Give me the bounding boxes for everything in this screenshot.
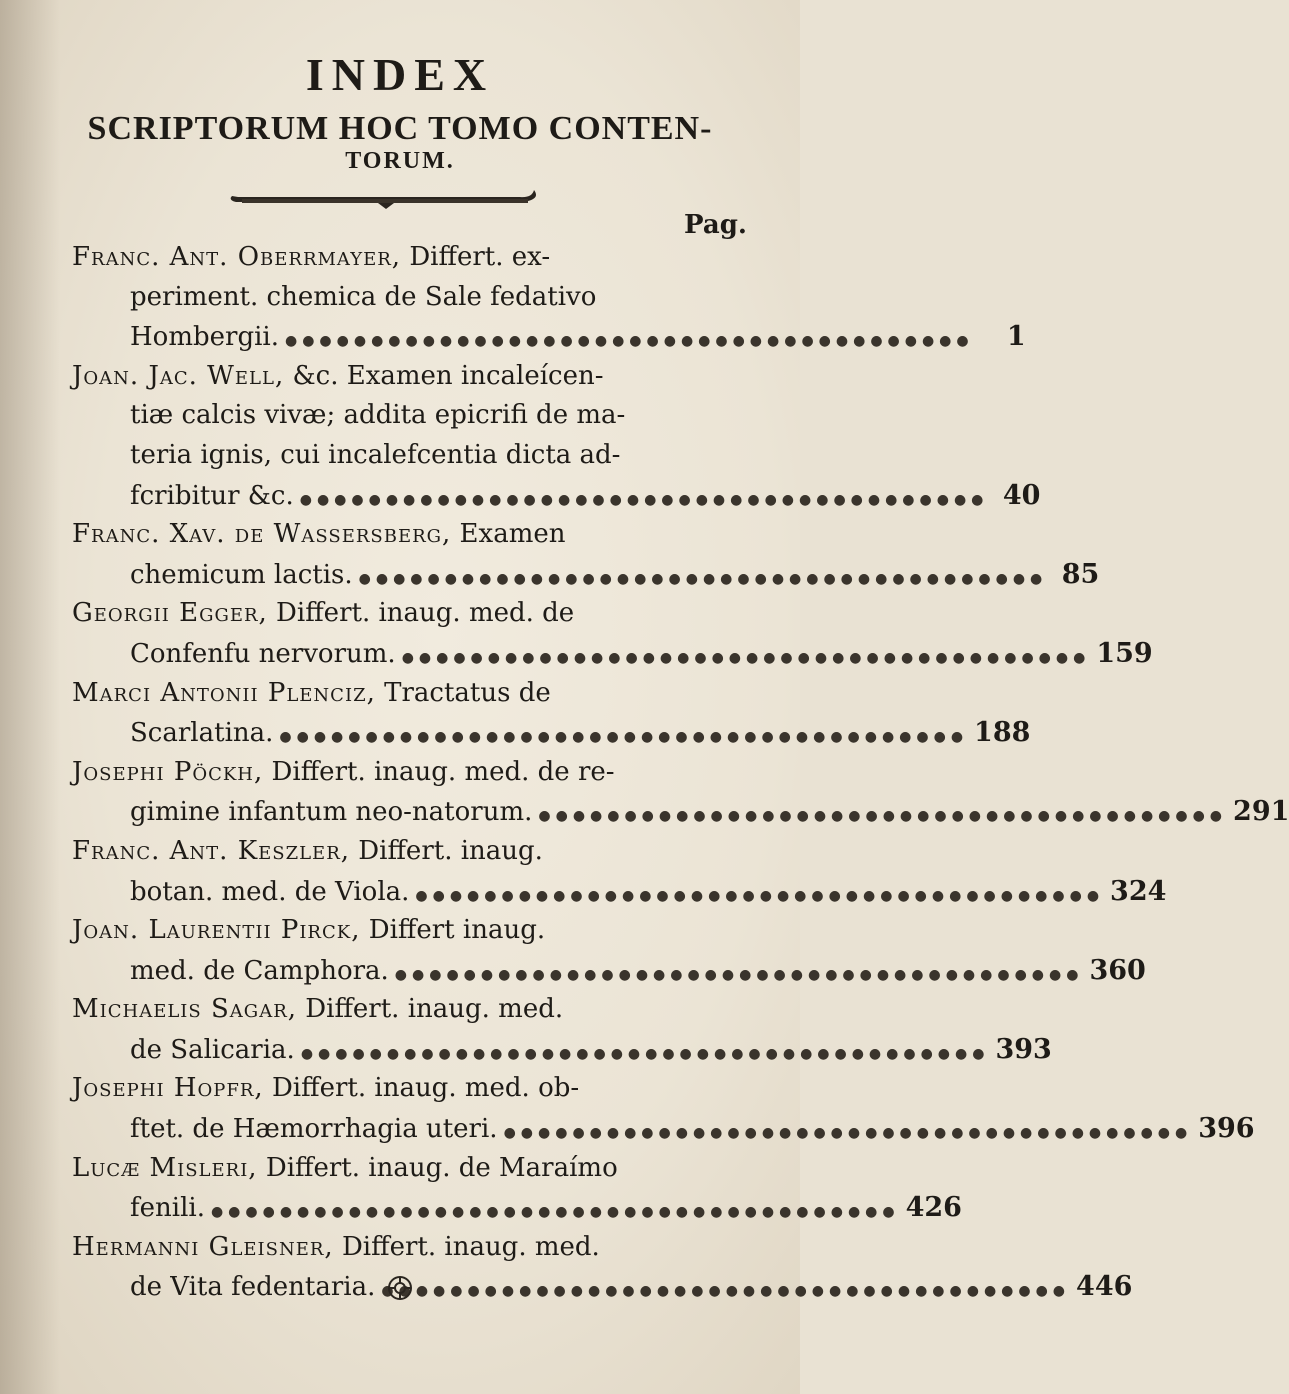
- entry-first-line: [72, 1228, 742, 1268]
- entry-title-end: chemicum lactis.: [130, 559, 353, 590]
- entry-page-number: 396: [1198, 1113, 1255, 1145]
- entry-author: Josephi Pöckh,: [72, 756, 264, 787]
- entry-page-number: 1: [1006, 321, 1026, 353]
- entry-title-end: gimine infantum neo-natorum.: [130, 797, 533, 828]
- entry-first-line: [72, 1149, 742, 1189]
- entry-author: Georgii Egger,: [72, 598, 268, 629]
- leader-dots: ●●●●●●●●●●●●●●●●●●●●●●●●●●●●●●●●●●●●●●●●: [394, 966, 1084, 983]
- entry-title-start: Tractatus de: [384, 677, 551, 708]
- entry-page-number: 188: [974, 717, 1031, 749]
- entry-author: Joan. Laurentii Pirck,: [72, 915, 361, 946]
- index-subtitle-continued: TORUM.: [345, 148, 455, 174]
- entry-author: Marci Antonii Plenciz,: [72, 677, 376, 708]
- entry-author: Hermanni Gleisner,: [72, 1231, 334, 1262]
- entry-first-line: [72, 515, 742, 555]
- entry-author: Michaelis Sagar,: [72, 994, 298, 1025]
- entry-title-start: Differt. inaug. med. de re-: [271, 756, 615, 787]
- leader-dots: ●●●●●●●●●●●●●●●●●●●●●●●●●●●●●●●●●●●●●●●●: [358, 570, 1048, 587]
- entry-title-end: fenili.: [130, 1193, 205, 1224]
- entry-title-start: Differt. inaug. med. ob-: [271, 1073, 580, 1104]
- entry-title-start: Differt inaug.: [368, 915, 546, 946]
- entry-last-line: [72, 951, 1146, 991]
- entry-title-start: Differt. inaug.: [358, 835, 543, 866]
- entry-first-line: [72, 911, 742, 951]
- index-entry: [72, 594, 1153, 673]
- page-column-label: Pag.: [684, 210, 747, 240]
- entry-page-number: 159: [1096, 637, 1153, 669]
- index-entry: [72, 357, 1041, 515]
- entry-title-start: Differt. ex-: [409, 242, 551, 272]
- entry-title-end: Confenfu nervorum.: [130, 638, 396, 669]
- leader-dots: ●●●●●●●●●●●●●●●●●●●●●●●●●●●●●●●●●●●●●●●●: [284, 333, 974, 350]
- leader-dots: ●●●●●●●●●●●●●●●●●●●●●●●●●●●●●●●●●●●●●●●●: [299, 491, 989, 508]
- index-entry: [72, 832, 1167, 911]
- entry-page-number: 360: [1089, 954, 1146, 986]
- entry-page-number: 393: [995, 1033, 1052, 1065]
- index-title: INDEX: [305, 49, 495, 100]
- entry-page-number: 85: [1061, 558, 1100, 590]
- entry-title-line: tiæ calcis vivæ; addita epicrifi de ma-: [130, 400, 626, 431]
- entry-last-line: [72, 634, 1153, 674]
- entry-title-end: de Vita fedentaria.: [130, 1272, 376, 1303]
- entry-author: Josephi Hopfr,: [72, 1073, 264, 1104]
- entry-last-line: [72, 476, 1041, 516]
- ornamental-rule: [228, 184, 543, 210]
- index-entry: [72, 911, 1146, 990]
- entry-first-line: [72, 357, 742, 397]
- entry-page-number: 446: [1076, 1271, 1133, 1303]
- index-entry: [72, 990, 1052, 1069]
- page-edge-shadow: [0, 0, 60, 1394]
- entry-last-line: [72, 317, 1026, 357]
- leader-dots: ●●●●●●●●●●●●●●●●●●●●●●●●●●●●●●●●●●●●●●●●: [538, 808, 1228, 825]
- entry-title-end: botan. med. de Viola.: [130, 876, 410, 907]
- entry-last-line: [72, 872, 1167, 912]
- entry-first-line: [72, 238, 742, 278]
- entry-title-end: Hombergii.: [130, 322, 279, 353]
- entry-page-number: 426: [905, 1192, 962, 1224]
- entry-last-line: [72, 1188, 962, 1228]
- index-subtitle: SCRIPTORUM HOC TOMO CONTEN-: [87, 110, 713, 147]
- index-entry: [72, 1149, 962, 1228]
- index-entry: [72, 674, 1031, 753]
- index-entries: [72, 238, 1289, 1307]
- entry-first-line: [72, 990, 742, 1030]
- index-entry: [72, 515, 1100, 594]
- entry-last-line: [72, 1109, 1255, 1149]
- entry-title-end: ftet. de Hæmorrhagia uteri.: [130, 1114, 498, 1145]
- entry-page-number: 291: [1233, 796, 1289, 828]
- leader-dots: ●●●●●●●●●●●●●●●●●●●●●●●●●●●●●●●●●●●●●●●●: [279, 729, 969, 746]
- entry-first-line: [72, 674, 742, 714]
- entry-author: Lucæ Misleri,: [72, 1152, 258, 1183]
- entry-title-line: periment. chemica de Sale fedativo: [130, 281, 597, 312]
- entry-page-number: 40: [1002, 479, 1041, 511]
- entry-first-line: [72, 594, 742, 634]
- entry-title-end: med. de Camphora.: [130, 955, 389, 986]
- fleuron-ornament-icon: [386, 1274, 414, 1302]
- entry-author: Franc. Xav. de Wassersberg,: [72, 519, 452, 550]
- entry-first-line: [72, 1069, 742, 1109]
- entry-title-start: &c. Examen incaleícen-: [292, 360, 604, 391]
- entry-page-number: 324: [1110, 875, 1167, 907]
- entry-author: Franc. Ant. Oberrmayer,: [72, 242, 402, 272]
- leader-dots: ●●●●●●●●●●●●●●●●●●●●●●●●●●●●●●●●●●●●●●●●: [381, 1283, 1071, 1300]
- index-entry: [72, 753, 1289, 832]
- entry-title-start: Differt. inaug. med.: [341, 1231, 600, 1262]
- entry-author: Franc. Ant. Keszler,: [72, 835, 351, 866]
- entry-last-line: [72, 555, 1100, 595]
- entry-title-start: Differt. inaug. med.: [305, 994, 564, 1025]
- entry-title-start: Differt. inaug. med. de: [276, 598, 575, 629]
- leader-dots: ●●●●●●●●●●●●●●●●●●●●●●●●●●●●●●●●●●●●●●●●: [401, 649, 1091, 666]
- entry-title-end: Scarlatina.: [130, 718, 274, 749]
- entry-title-line: teria ignis, cui incalefcentia dicta ad-: [130, 439, 621, 470]
- leader-dots: ●●●●●●●●●●●●●●●●●●●●●●●●●●●●●●●●●●●●●●●●: [210, 1204, 900, 1221]
- index-entry: [72, 1069, 1255, 1148]
- leader-dots: ●●●●●●●●●●●●●●●●●●●●●●●●●●●●●●●●●●●●●●●●: [300, 1045, 990, 1062]
- entry-title-start: Examen: [459, 519, 566, 550]
- entry-author: Joan. Jac. Well,: [72, 360, 285, 391]
- index-entry: [72, 238, 1026, 357]
- entry-title-start: Differt. inaug. de Maraímo: [265, 1152, 618, 1183]
- leader-dots: ●●●●●●●●●●●●●●●●●●●●●●●●●●●●●●●●●●●●●●●●: [503, 1125, 1193, 1142]
- entry-last-line: [72, 792, 1289, 832]
- entry-last-line: [72, 1030, 1052, 1070]
- entry-title-end: de Salicaria.: [130, 1034, 295, 1065]
- entry-first-line: [72, 753, 742, 793]
- leader-dots: ●●●●●●●●●●●●●●●●●●●●●●●●●●●●●●●●●●●●●●●●: [415, 887, 1105, 904]
- entry-title-end: fcribitur &c.: [130, 480, 294, 511]
- entry-last-line: [72, 713, 1031, 753]
- entry-first-line: [72, 832, 742, 872]
